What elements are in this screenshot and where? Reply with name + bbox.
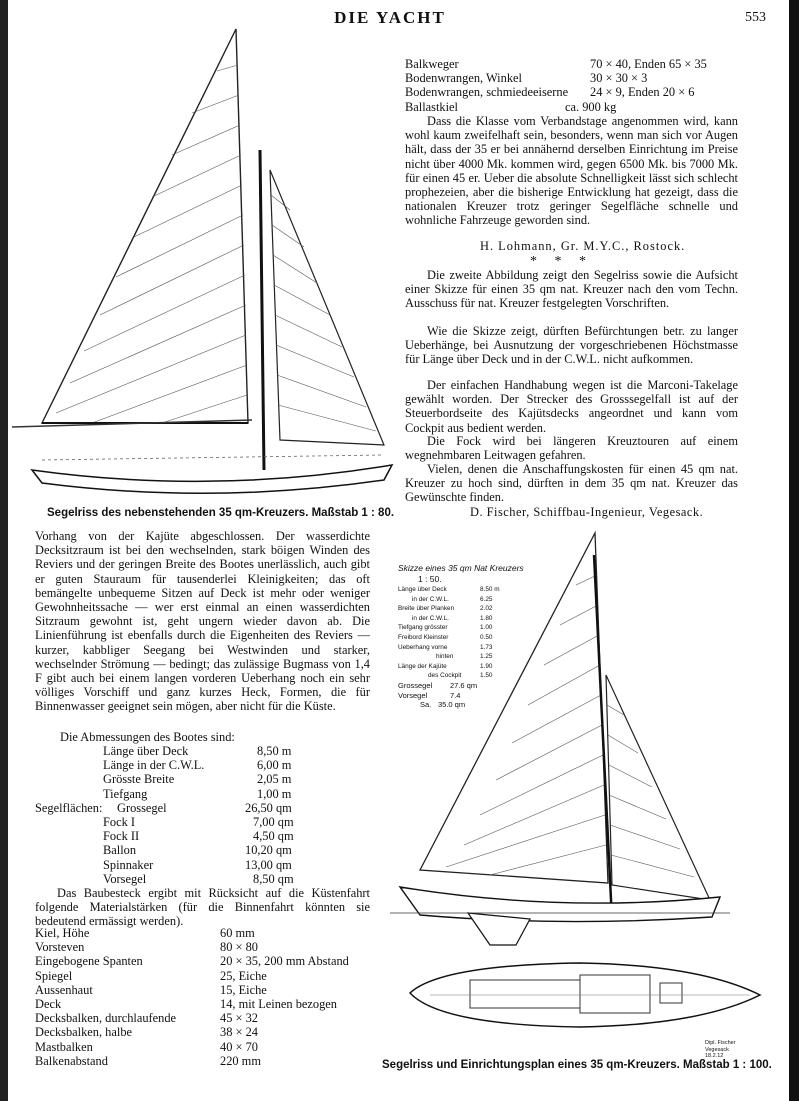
- figure-2-mast: [594, 555, 612, 920]
- sketch-row: des Cockpit 1.50: [428, 672, 493, 680]
- spec-row: Bodenwrangen, schmiedeeiserne 24 × 9, Enden 20 × 6: [405, 85, 695, 100]
- sketch-row: Länge der Kajüte 1.90: [398, 662, 493, 670]
- material-row: Decksbalken, halbe 38 × 24: [35, 1025, 258, 1040]
- sketch-row: Länge über Deck 8.50 m: [398, 586, 500, 593]
- figure-1-caption: Segelriss des nebenstehenden 35 qm-Kreuzers. Maßstab 1 : 80.: [47, 507, 395, 519]
- material-row: Deck 14, mit Leinen bezogen: [35, 996, 337, 1011]
- page-left-edge: [0, 0, 8, 1101]
- sketch-scale: 1 : 50.: [418, 574, 442, 584]
- material-row: Kiel, Höhe 60 mm: [35, 926, 255, 940]
- material-row: Decksbalken, durchlaufende 45 × 32: [35, 1011, 258, 1026]
- material-row: Vorsteven 80 × 80: [35, 940, 258, 955]
- dimension-row: Vorsegel 8,50 qm: [103, 871, 294, 886]
- section-divider: * * *: [530, 254, 586, 269]
- sketch-row: hinten 1.25: [436, 653, 493, 661]
- material-row: Balkenabstand 220 mm: [35, 1053, 261, 1068]
- paragraph: Wie die Skizze zeigt, dürften Befürchtungen betr. zu langer Ueberhänge, bei Ausnutzung der vorgeschriebenen Höchstmasse für Länge über Deck und in der C.W.L. nicht aufkommen.: [405, 324, 738, 367]
- paragraph: Dass die Klasse vom Verbandstage angenommen wird, kann wohl kaum zweifelhaft sein, besonders, wenn man sich vor Augen hält, dass der 35 er bei annähernd derselben Einrichtung im Preise nicht über 4000 Mk. kommen wird, gegen 6500 Mk. bis 7000 Mk. für einen 45 er. Ueber die absolute Schnelligkeit lässt sich schlecht prophezeien, aber die bisherige Entwicklung hat gezeigt, dass die nationalen Kreuzer trotz geringer Segelfläche schnelle und wohnliche Fahrzeuge geworden sind.: [405, 114, 738, 228]
- material-row: Aussenhaut 15, Eiche: [35, 982, 267, 997]
- jib-sail: [270, 170, 384, 445]
- page-right-edge: [789, 0, 799, 1101]
- spec-table-continued: [405, 57, 785, 114]
- figure-2-jib: [606, 675, 710, 900]
- hull: [32, 465, 392, 493]
- dimension-row: Grösste Breite 2,05 m: [103, 772, 292, 787]
- deck-layout-plan: [410, 963, 760, 1027]
- sketch-row: Ueberhang vorne 1.73: [398, 643, 493, 651]
- sketch-row: in der C.W.L. 1.80: [412, 614, 493, 622]
- dimension-row: Tiefgang 1,00 m: [103, 786, 292, 801]
- spec-row: Ballastkiel ca. 900 kg: [405, 99, 617, 114]
- mast: [260, 150, 264, 470]
- dimension-row: Länge über Deck 8,50 m: [103, 744, 292, 758]
- dimension-row: Fock II 4,50 qm: [103, 829, 294, 844]
- sketch-row: Grossegel 27.6 qm: [398, 680, 478, 690]
- sketch-row: in der C.W.L. 6.25: [412, 595, 493, 603]
- sketch-row: Sa. 35.0 qm: [420, 700, 466, 710]
- paragraph: Die zweite Abbildung zeigt den Segelriss sowie die Aufsicht einer Skizze für einen 35 qm nat. Kreuzer nach den vom Techn. Ausschuss für nat. Kreuzer festgelegten Vorschriften.: [405, 268, 738, 311]
- material-row: Eingebogene Spanten 20 × 35, 200 mm Abstand: [35, 954, 349, 969]
- dimension-row: Spinnaker 13,00 qm: [103, 857, 292, 872]
- sketch-row: Breite über Planken 2.02: [398, 605, 493, 613]
- sketch-row: Tiefgang grösster 1.00: [398, 624, 493, 632]
- spec-row: Bodenwrangen, Winkel 30 × 30 × 3: [405, 71, 648, 86]
- dimensions-intro: Die Abmessungen des Bootes sind:: [60, 730, 235, 744]
- paragraph: Vielen, denen die Anschaffungskosten für einen 45 qm nat. Kreuzer zu hoch sind, dürften in dem 35 qm nat. Kreuzer das Gewünschte finden.: [405, 462, 738, 505]
- signature-fischer: D. Fischer, Schiffbau-Ingenieur, Vegesack.: [470, 505, 704, 519]
- dimension-row: Fock I 7,00 qm: [103, 814, 294, 829]
- mainsail: [42, 29, 248, 423]
- paragraph: Vorhang von der Kajüte abgeschlossen. Der wasserdichte Decksitzraum ist bei den wechselnden, stark böigen Winden des Reviers und der geringen Breite des Bootes unerlässlich, auch gibt er guten Stauraum für tausenderlei Kleinigkeiten; das oft bemängelte unbequeme Sitzen auf Deck ist mehr oder weniger Gewohnheitssache — wer erst einmal an einen wasserdichten Sitzraum gewohnt ist, geht ungern wieder davon ab. Die Linienführung ist ebenfalls durch die Eigenheiten des Reviers — kurzer, kabbliger Seegang bei Westwinden und starker, wechselnder Strömung — bedingt; das zulässige Bugmass von 1,4 F gibt auch bei einem langen vorderen Ueberhang noch ein sehr völliges Vorschiff und ganz kurzes Heck, Formen, die für Binnenwasser geeignet sein mögen, aber nicht für die Küste.: [35, 529, 370, 714]
- drawing-signature: Dipl. Fischer Vegesack 18.2.12: [705, 1040, 736, 1059]
- spec-row: Balkweger 70 × 40, Enden 65 × 35: [405, 57, 707, 71]
- dimensions-table: [35, 744, 335, 886]
- dimension-row: Ballon 10,20 qm: [103, 843, 292, 858]
- paragraph: Das Baubesteck ergibt mit Rücksicht auf die Küstenfahrt folgende Materialstärken (für die Binnenfahrt könnten sie bedeutend ermässigt werden).: [35, 886, 370, 929]
- signature-lohmann: H. Lohmann, Gr. M.Y.C., Rostock.: [480, 239, 686, 253]
- figure-2-caption: Segelriss und Einrichtungsplan eines 35 qm-Kreuzers. Maßstab 1 : 100.: [382, 1059, 772, 1071]
- sketch-row: Vorsegel 7.4: [398, 690, 461, 700]
- dimension-row: Segelflächen: Grossegel 26,50 qm: [35, 800, 292, 815]
- materials-table: [35, 926, 375, 1068]
- waterline: [42, 455, 382, 460]
- keel: [468, 913, 530, 945]
- running-header: DIE YACHT: [334, 8, 446, 27]
- dimension-row: Länge in der C.W.L. 6,00 m: [103, 758, 292, 773]
- material-row: Spiegel 25, Eiche: [35, 968, 267, 983]
- sketch-dimension-list: [398, 585, 508, 710]
- material-row: Mastbalken 40 × 70: [35, 1039, 258, 1054]
- sketch-row: Freibord Kleinster 0.50: [398, 633, 493, 641]
- figure-2-hull-profile: [400, 887, 720, 922]
- paragraph: Die Fock wird bei längeren Kreuztouren auf einem wegnehmbaren Leitwagen gefahren.: [405, 434, 738, 463]
- sketch-title: Skizze eines 35 qm Nat Kreuzers: [398, 563, 524, 573]
- page-number: 553: [745, 10, 766, 25]
- figure-1-sail-plan: [12, 25, 400, 503]
- paragraph: Der einfachen Handhabung wegen ist die Marconi-Takelage gewählt worden. Der Strecker des Grosssegelfall ist auf der Steuerbordseite des Kajütsdecks angeordnet und kann vom Cockpit aus bedient werden.: [405, 378, 738, 435]
